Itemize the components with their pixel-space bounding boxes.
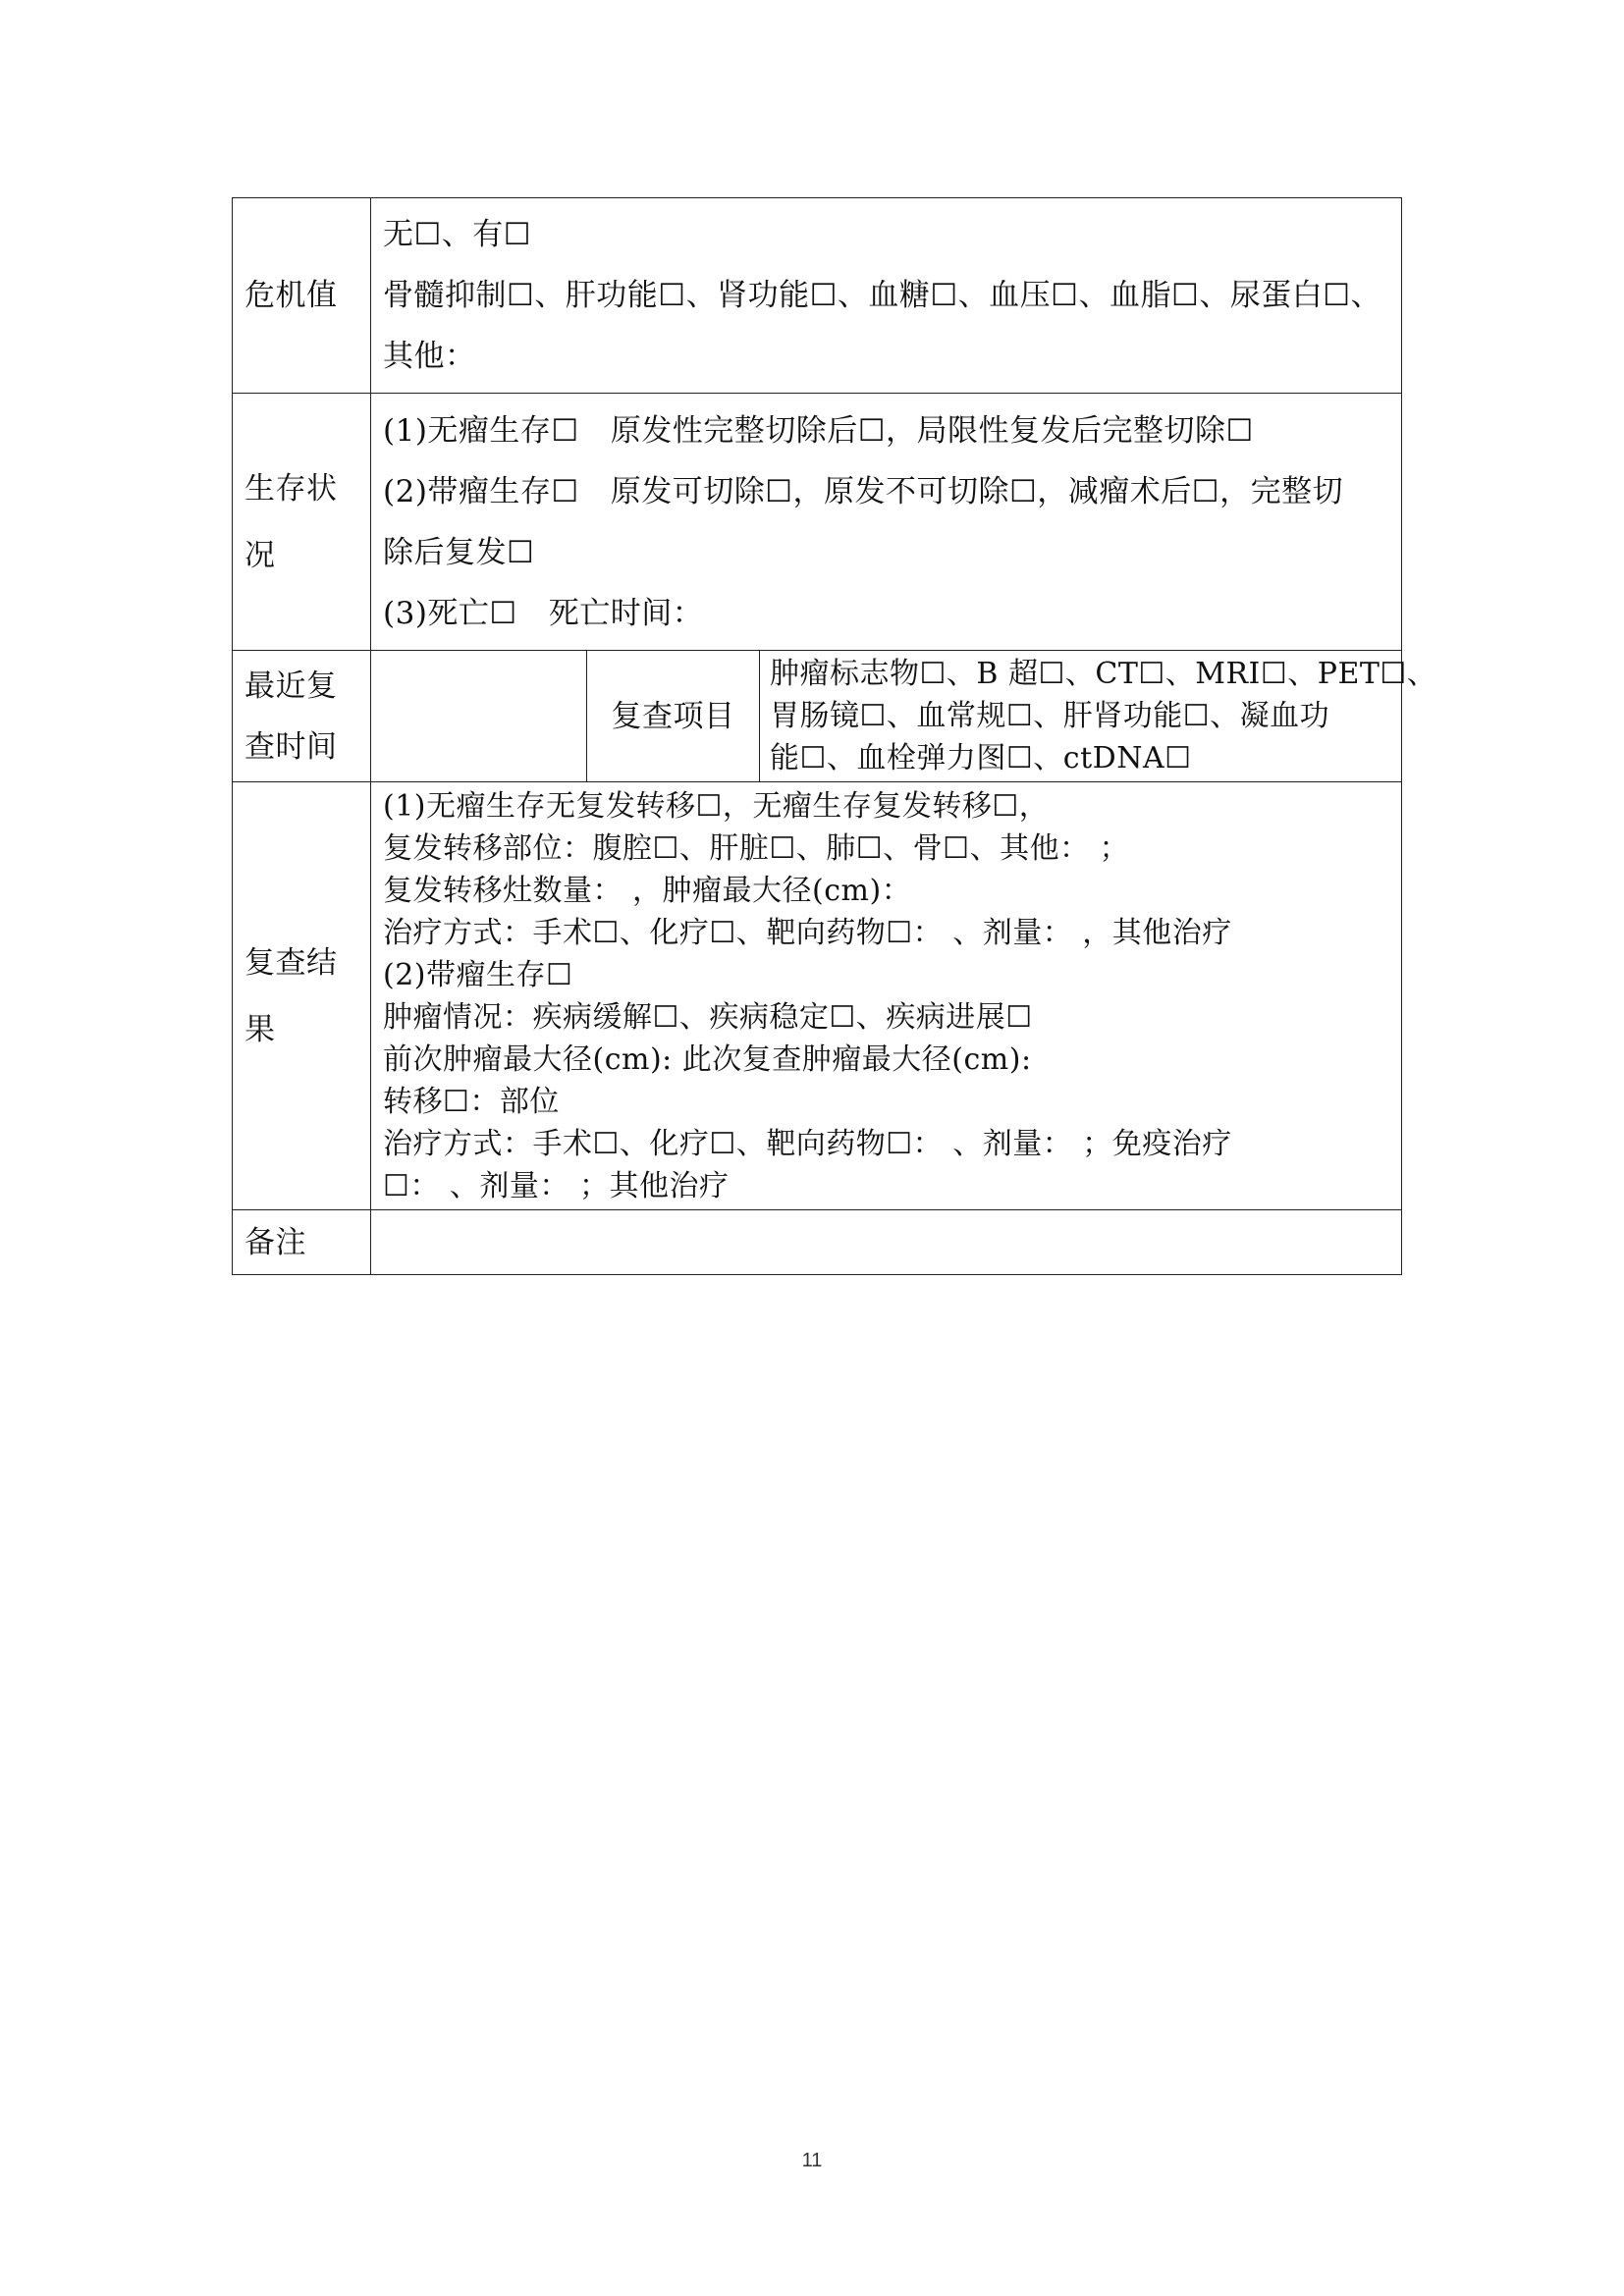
recent-review-row [233, 651, 1402, 782]
review-result-line-6[interactable]: 肿瘤情况：疾病缓解☐、疾病稳定☐、疾病进展☐ [383, 999, 1033, 1035]
recent-review-label: 最近复查时间 [233, 651, 371, 782]
critical-value-label: 危机值 [233, 198, 371, 394]
remarks-row [233, 1210, 1402, 1275]
survival-tumor-free-details: 原发性完整切除后☐，局限性复发后完整切除☐ [610, 412, 1254, 449]
review-items-line-1[interactable]: 肿瘤标志物☐、B 超☐、CT☐、MRI☐、PET☐、 [770, 657, 1437, 691]
survival-option-tumor-free[interactable] [383, 400, 1389, 461]
survival-death-label: (3)死亡☐ [383, 595, 517, 631]
review-result-content [371, 782, 1402, 1210]
survival-option-with-tumor[interactable] [383, 461, 1389, 522]
critical-value-row [233, 198, 1402, 394]
review-result-label: 复查结果 [233, 782, 371, 1210]
critical-value-items[interactable]: 骨髓抑制☐、肝功能☐、肾功能☐、血糖☐、血压☐、血脂☐、尿蛋白☐、 [383, 278, 1382, 313]
review-result-line-2[interactable]: 复发转移部位：腹腔☐、肝脏☐、肺☐、骨☐、其他： ； [383, 830, 1130, 866]
critical-value-other[interactable]: 其他： [383, 339, 476, 374]
review-result-line-4[interactable]: 治疗方式：手术☐、化疗☐、靶向药物☐： 、剂量： ，其他治疗 [383, 915, 1232, 950]
review-result-line-3[interactable]: 复发转移灶数量： ，肿瘤最大径(cm)： [383, 873, 912, 908]
survival-with-tumor-details-cont: 除后复发☐ [383, 534, 535, 570]
review-items-line-3[interactable]: 能☐、血栓弹力图☐、ctDNA☐ [770, 741, 1192, 775]
review-result-line-10[interactable]: ☐： 、剂量： ；其他治疗 [383, 1168, 730, 1203]
survival-option-death[interactable] [383, 583, 1389, 644]
review-items-label: 复查项目 [587, 651, 760, 782]
review-items-content [760, 651, 1437, 782]
survival-tumor-free-label: (1)无瘤生存☐ [383, 412, 579, 449]
follow-up-form-table [232, 197, 1437, 1275]
critical-value-content [371, 198, 1402, 394]
survival-status-label: 生存状况 [233, 394, 371, 651]
survival-with-tumor-label: (2)带瘤生存☐ [383, 473, 579, 509]
survival-status-content [371, 394, 1402, 651]
review-result-row [233, 782, 1402, 1210]
page-number: 11 [801, 2150, 823, 2171]
review-result-line-9[interactable]: 治疗方式：手术☐、化疗☐、靶向药物☐： 、剂量： ；免疫治疗 [383, 1126, 1232, 1161]
review-result-line-8[interactable]: 转移☐：部位 [383, 1084, 560, 1119]
review-result-line-1[interactable]: (1)无瘤生存无复发转移☐，无瘤生存复发转移☐， [383, 788, 1050, 824]
review-items-line-2[interactable]: 胃肠镜☐、血常规☐、肝肾功能☐、凝血功 [770, 699, 1330, 733]
survival-with-tumor-details: 原发可切除☐，原发不可切除☐，减瘤术后☐，完整切 [610, 473, 1344, 509]
survival-status-row [233, 394, 1402, 651]
review-result-line-7[interactable]: 前次肿瘤最大径(cm): 此次复查肿瘤最大径(cm): [383, 1041, 1032, 1077]
review-result-line-5[interactable]: (2)带瘤生存☐ [383, 957, 573, 992]
critical-value-presence[interactable]: 无☐、有☐ [383, 217, 532, 252]
survival-death-time: 死亡时间： [548, 595, 704, 631]
remarks-field[interactable] [371, 1210, 1402, 1275]
remarks-label: 备注 [233, 1210, 371, 1275]
recent-review-date-field[interactable] [371, 651, 587, 782]
